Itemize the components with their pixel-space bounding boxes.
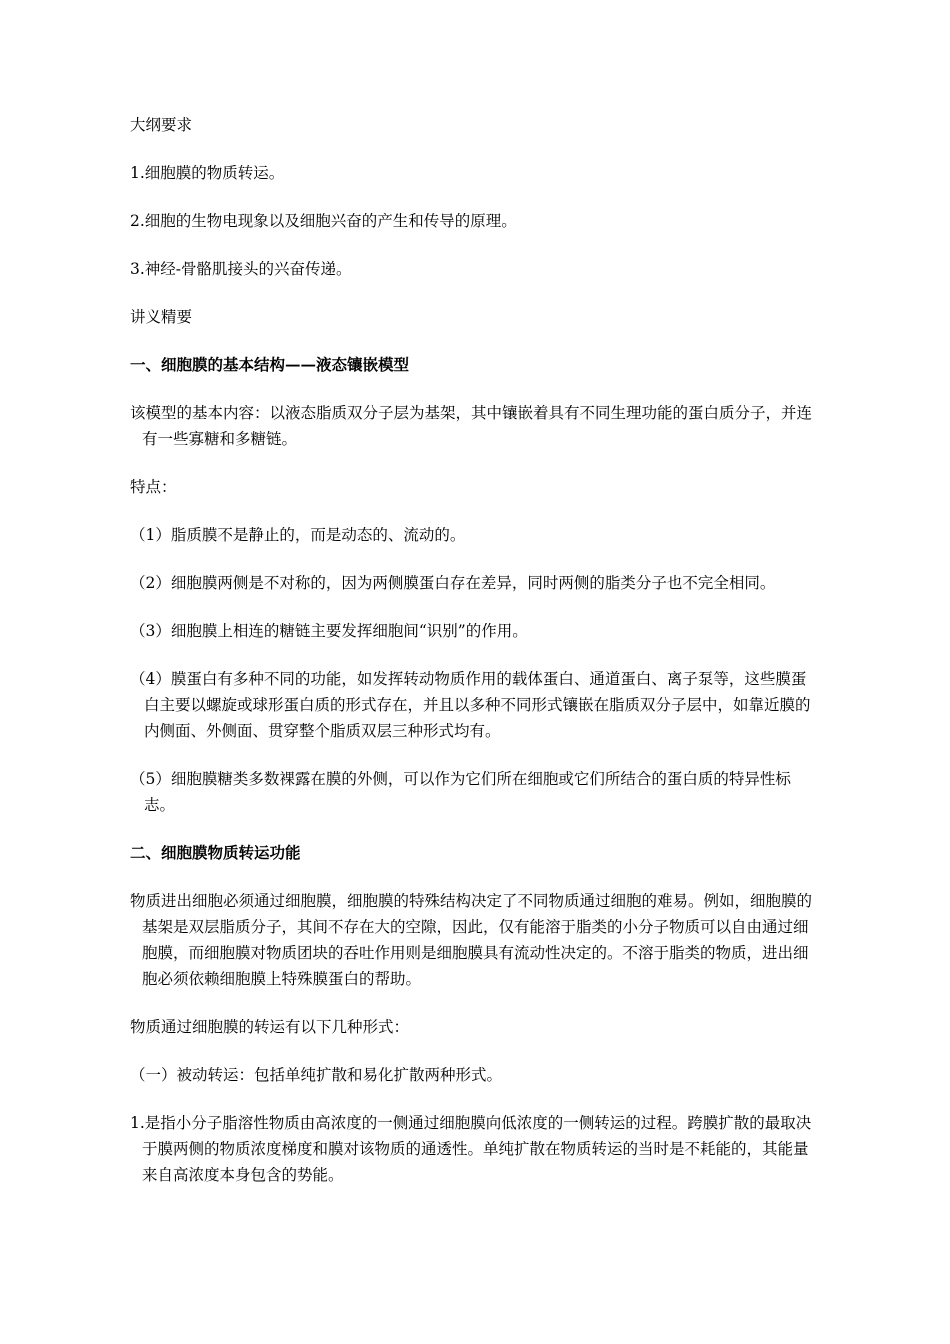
outline-heading: 大纲要求: [130, 116, 193, 134]
passive-transport-title: （一）被动转运：包括单纯扩散和易化扩散两种形式。: [130, 1066, 503, 1084]
section2-paragraph: 物质进出细胞必须通过细胞膜，细胞膜的特殊结构决定了不同物质通过细胞的难易。例如，细胞膜的基架是双层脂质分子，其间不存在大的空隙，因此，仅有能溶于脂类的小分子物质可以自由通过细胞膜，而细胞膜对物质团块的吞吐作用则是细胞膜具有流动性决定的。不溶于脂类的物质，进出细胞必须依赖细胞膜上特殊膜蛋白的帮助。: [130, 892, 813, 988]
feature-2: （2）细胞膜两侧是不对称的，因为两侧膜蛋白存在差异，同时两侧的脂类分子也不完全相同。: [130, 574, 776, 592]
outline-item-2: 2.细胞的生物电现象以及细胞兴奋的产生和传导的原理。: [130, 212, 517, 230]
features-label: 特点：: [130, 478, 177, 496]
notes-heading: 讲义精要: [130, 308, 193, 326]
section1-intro: 该模型的基本内容：以液态脂质双分子层为基架，其中镶嵌着具有不同生理功能的蛋白质分子，并连有一些寡糖和多糖链。: [130, 404, 813, 448]
feature-1: （1）脂质膜不是静止的，而是动态的、流动的。: [130, 526, 466, 544]
forms-intro: 物质通过细胞膜的转运有以下几种形式：: [130, 1018, 410, 1036]
document-page: [130, 112, 814, 1188]
feature-4: （4）膜蛋白有多种不同的功能，如发挥转动物质作用的载体蛋白、通道蛋白、离子泵等，这些膜蛋白主要以螺旋或球形蛋白质的形式存在，并且以多种不同形式镶嵌在脂质双分子层中，如靠近膜的内侧面、外侧面、贯穿整个脂质双层三种形式均有。: [130, 670, 811, 740]
outline-item-1: 1.细胞膜的物质转运。: [130, 164, 285, 182]
section1-title: 一、细胞膜的基本结构——液态镶嵌模型: [130, 355, 410, 374]
section2-title: 二、细胞膜物质转运功能: [130, 843, 301, 862]
item-1-simple-diffusion: 1.是指小分子脂溶性物质由高浓度的一侧通过细胞膜向低浓度的一侧转运的过程。跨膜扩散的最取决于膜两侧的物质浓度梯度和膜对该物质的通透性。单纯扩散在物质转运的当时是不耗能的，其能量来自高浓度本身包含的势能。: [130, 1114, 812, 1184]
feature-5: （5）细胞膜糖类多数裸露在膜的外侧，可以作为它们所在细胞或它们所结合的蛋白质的特异性标志。: [130, 770, 791, 814]
feature-3: （3）细胞膜上相连的糖链主要发挥细胞间“识别”的作用。: [130, 622, 528, 640]
outline-item-3: 3.神经-骨骼肌接头的兴奋传递。: [130, 260, 352, 278]
